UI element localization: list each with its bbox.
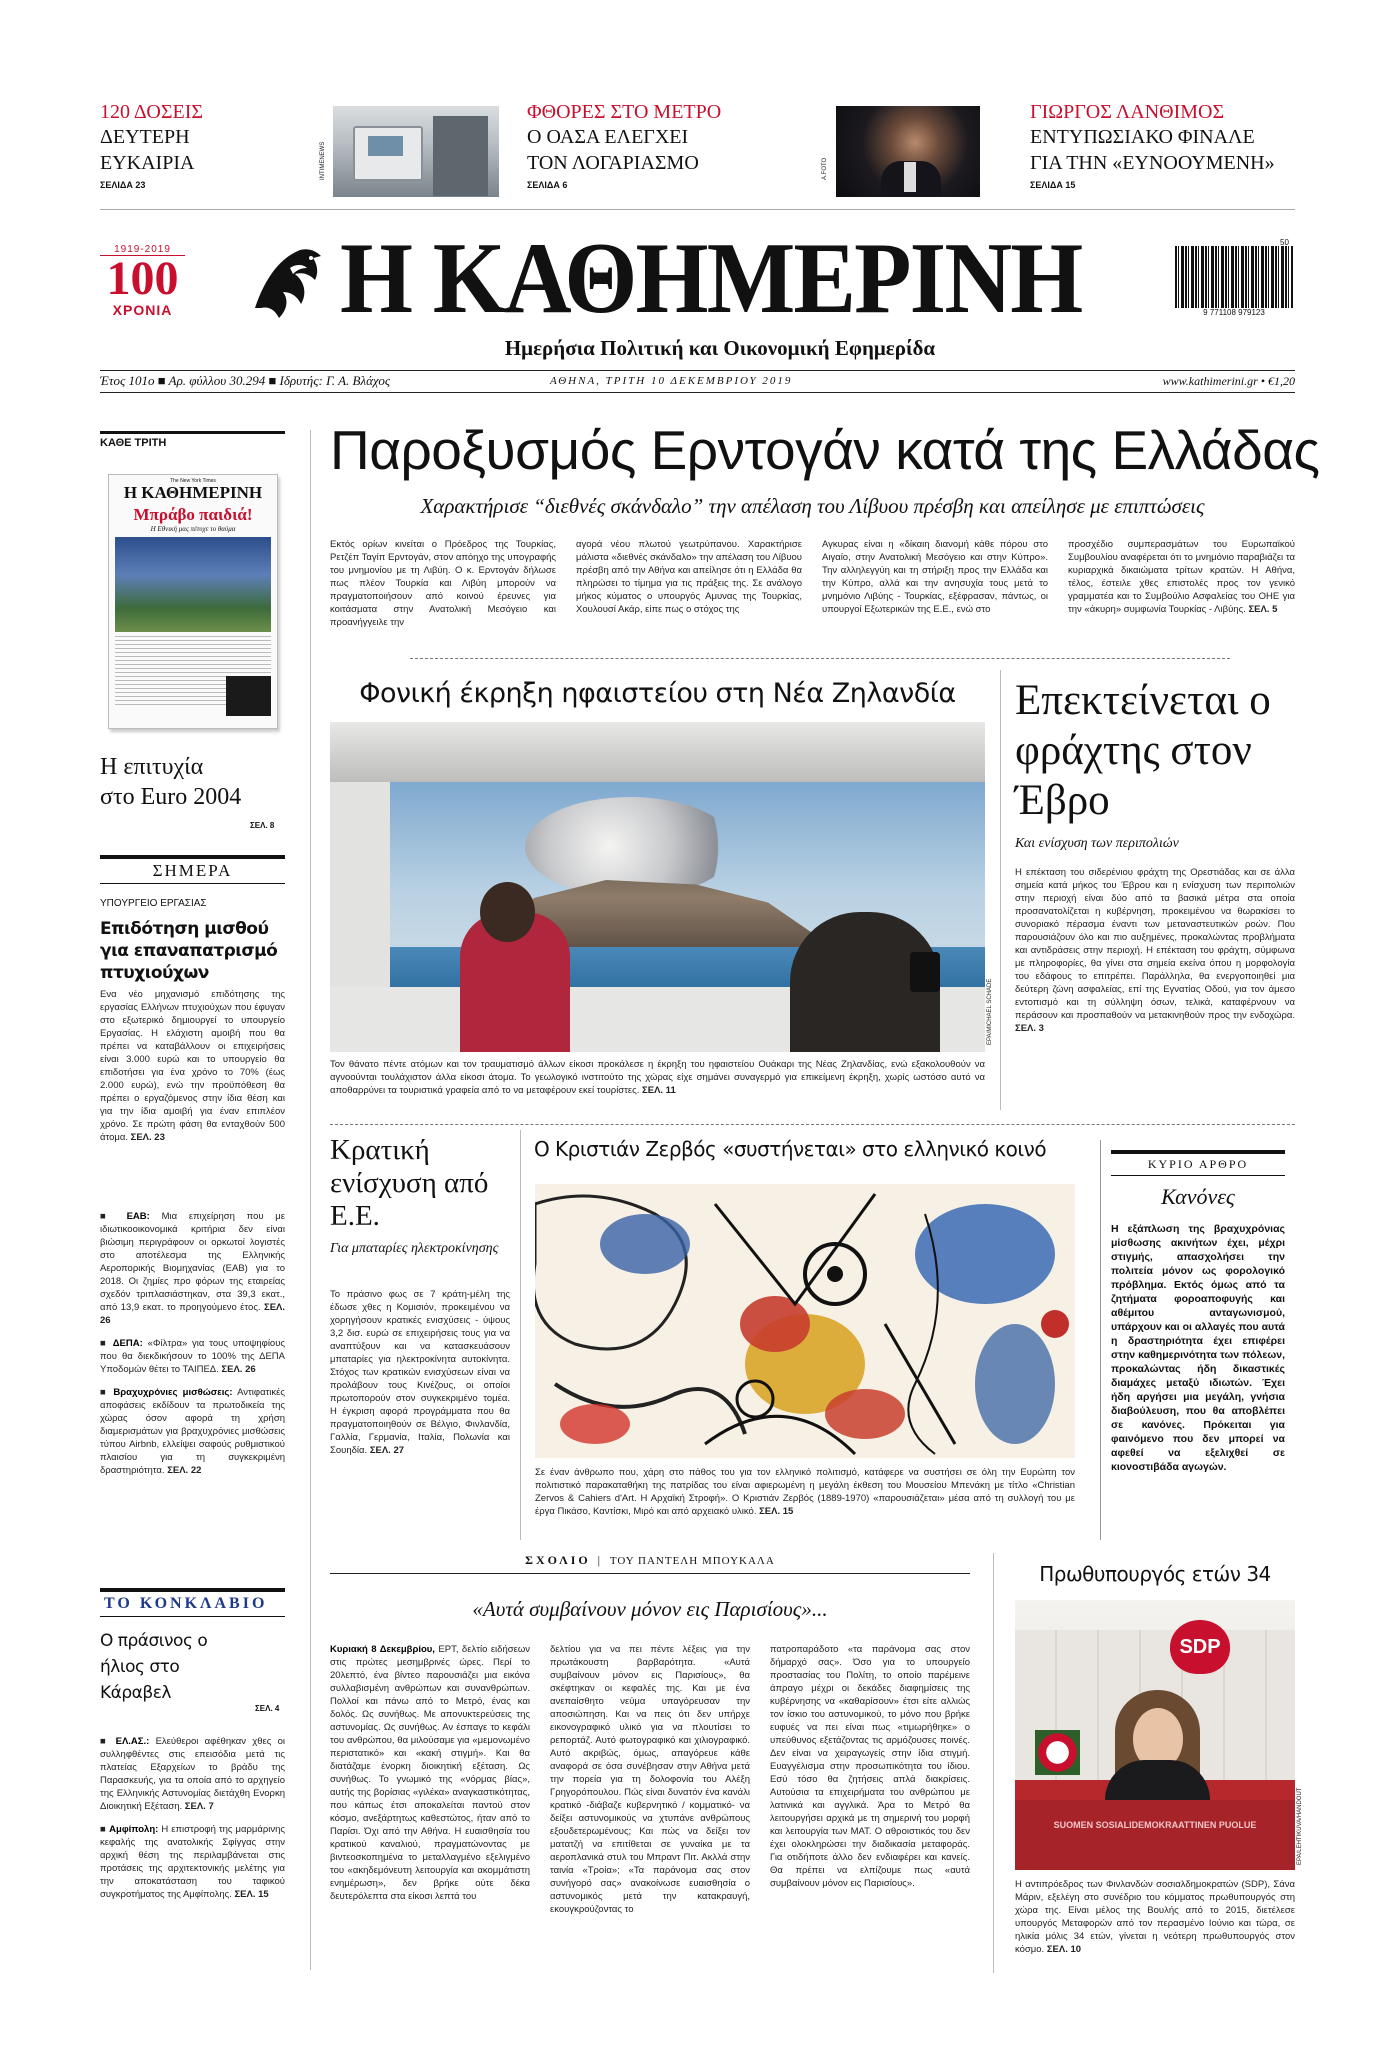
editorial-body: Η εξάπλωση της βραχυχρόνιας μίσθωσης ακινήτων έχει, μέχρι στιγμής, απασχολήσει την πολιτεία μόνον ως φορολογικό πρόβλημα. Εκτός όμως από τα ζητήματα φοροαποφυγής και αθέμιτου ανταγωνισμού, υπάρχουν και οι αλλαγές που αυτά η δραστηριότητα έχει επιφέρει στην καθημερινότητα των πόλεων, προκαλώντας ήδη δικαστικές διαμάχες μεταξύ ιδιωτών. Έχει ήδη αργήσει μια μεγάλη, γνήσια διαβούλευση, που θα αποβλέπει σε κανόνες. Πρόκειται για φαινόμενο που δεν μπορεί να αφεθεί να εξελιχθεί σε κιονοστιβάδα αγωγών.	[1111, 1223, 1285, 1473]
scholio-col: δελτίου για να πει πέντε λέξεις για την πρωτάκουστη βαρβαρότητα. «Αυτά συμβαίνουν μόνον εις Παρισίους», θα σκέφτηκαν οι κεφαλές της. Και με ένα ανεπαίσθητο νεύμα υπαγόρευσαν την αποσιώπηση. Και να πεις ότι δεν υπήρχε εικονογραφικό υλικό για να πλουτίσει το ρεπορτάζ. Αυτό φωτογραφικό και χιλιογραφικό. Αυτό ακριβώς, όμως, απαγόρευε κάθε αναφορά σε όσα συνέβησαν στην Αθήνα μετά την πορεία για τη δολοφονία του Αλέξη Γρηγορόπουλου. Πώς είναι δυνατόν ένα κανάλι κρατικό -διάβαζε κυβερνητικό / κομματικό- να δείξει αστυνομικούς να χτυπάνε ανθρώπους εξουδετερωμένους; Και πώς να δείξει τον ματατζή να επιτίθεται σε γυναίκα με τα αεροπλανικά στυλ του Μπραντ Πιτ. Ακλλά στην ταινία «Τροία»; «Τα παράνομα σας στον συνήγορό σας» ανακοίνωσε ευαισθησία ο αστυνομικός μετά την κατακραυγή, εκουγκρούζοντας το	[550, 1644, 750, 1915]
konklavio-label: ΤΟ ΚΟΝΚΛΑΒΙΟ	[100, 1588, 285, 1617]
sidebar-briefs	[100, 1210, 285, 1550]
griffin-logo-icon	[245, 238, 335, 328]
pm-headline[interactable]: Πρωθυπουργός ετών 34	[1039, 1562, 1271, 1586]
photo-credit: EPA/MICHAEL SCHADE	[987, 978, 993, 1045]
brief-text: Ελεύθεροι αφέθηκαν χθες οι συλληφθέντες στις επεισόδια μετά τις πλατείας Εξαρχείων το βράδυ της Παρασκευής, για τα οποία από το αρχηγείο της Ελληνικής Αστυνομίας διετάχθη Ενορκη Διοικητική Εξέταση.	[100, 1736, 285, 1812]
konklavio-ref: ΣΕΛ. 4	[255, 1704, 280, 1713]
sidebar-story-title[interactable]: Επιδότηση μισθού για επαναπατρισμό πτυχιούχων	[100, 919, 278, 983]
barcode	[1175, 246, 1293, 308]
page-ref: ΣΕΛ. 27	[369, 1445, 405, 1456]
lead-col: προσχέδιο συμπερασμάτων του Ευρωπαϊκού Συμβουλίου αναφέρεται ότι το μνημόνιο παραβιάζει τα κυριαρχικά δικαιώματα τρίτων κρατών. Η Αθήνα, τέλος, έστειλε χθες επιστολές προς τον γενικό γραμματέα και το Συμβούλιο Ασφαλείας του ΟΗΕ για την «άκυρη» συμφωνία Τουρκίας - Λιβύης.	[1068, 539, 1295, 615]
volcano-caption	[330, 1058, 985, 1100]
mini-ad	[226, 676, 271, 716]
fence-subheadline: Και ενίσχυση των περιπολιών	[1015, 836, 1179, 851]
caption-text: Σε έναν άνθρωπο που, χάρη στο πάθος του για τον ελληνικό πολιτισμό, κατάφερε να συστήσει σε όλη την Ευρώπη τον πολιτιστικό παρακαταθήκη της πατρίδας του είναι αφιερωμένη η μεγάλη έκθεση του Μουσείου Μπενάκη με τίτλο «Christian Zervos & Cahiers d'Art. Η Αρχαϊκή Στροφή». Ο Κριστιάν Ζερβός (1889-1970) «παρουσιάζεται» μέσα από τη συλλογή του με έργα Πικάσο, Καντίσκι, Μιρό και από αρχειακό υλικό.	[535, 1467, 1075, 1517]
editorial-label: ΚΥΡΙΟ ΑΡΘΡΟ	[1111, 1150, 1285, 1176]
divider	[100, 392, 1295, 393]
teaser-line: ΓΙΑ ΤΗΝ «ΕΥΝΟΟΥΜΕΝΗ»	[1030, 152, 1275, 174]
euro-title-line: Η επιτυχία	[100, 754, 204, 780]
brief[interactable]: ■ Αμφίπολη: Η επιστροφή της μαρμάρινης κεφαλής της ανατολικής Σφίγγας στην αρχική θέση της περιλαμβάνεται στις προτάσεις της αρχιτεκτονικής μελέτης για την αποκατάσταση του ταφικού συγκροτήματος της Αμφίπολης. ΣΕΛ. 15	[100, 1824, 285, 1900]
brief-title: ΕΑΒ:	[126, 1211, 150, 1222]
brief-title: ΔΕΠΑ:	[112, 1338, 143, 1349]
mini-headline: Μπράβο παιδιά!	[133, 505, 253, 524]
caption-text: Η αντιπρόεδρος των Φινλανδών σοσιαλδημοκρατών (SDP), Σάνα Μάριν, εξελέγη στο συνέδριο του κόμματος πρωθυπουργός στη χώρα της. Είναι μέλος της Βουλής από το 2015, διετέλεσε υπουργός Μεταφορών από τον περασμένο Ιούνιο και τώρα, σε ηλικία μόλις 34 ετών, γίνεται η νεότερη πρωθυπουργός στον κόσμο.	[1015, 1879, 1295, 1955]
lead-col-last	[1068, 538, 1295, 642]
divider	[100, 370, 1295, 371]
centenary-badge	[100, 244, 185, 324]
barcode-number: 9 771108 979123	[1203, 308, 1265, 317]
euro-ref: ΣΕΛ. 8	[250, 821, 275, 830]
page-ref: ΣΕΛ. 5	[1248, 604, 1278, 615]
volcano-headline[interactable]: Φονική έκρηξη ηφαιστείου στη Νέα Ζηλανδία	[359, 678, 956, 709]
divider	[330, 1124, 1295, 1125]
mini-nyt: The New York Times	[170, 478, 216, 484]
scholio-col: ΕΡΤ, δελτίο ειδήσεων στις πρώτες μεσημβρινές ώρες. Περί το 20λεπτό, ένα βίντεο παρουσιάζει μια εικόνα συλλαβισμένη ανθρώπων και συνανθρώπων. Πολλοί και πάνω από το Μετρό, ένας και δολός. Ως συνήθως. Με απονυκτερεύσεις της αστυνομίας. Ως συνήθως. Αν έσπαγε το κεφάλι του ανθρώπου, θα μιλούσαμε για «μεμονωμένο περιστατικό» και «κακή στιγμή». Και θα διατάζαμε ένορκη διοικητική εξέταση. Ως συνήθως. Το γνωμικό της «νόρμας βίας», αυτής της βορίσιας «γιλέκα» αναγκαστικότητας, που κάπως έτσι αποκαλείται παντού στον κόσμο, ανεξάρτητως καθεστώτος, ήταν από το Παρίσι. Όχι από την Αθήνα. Η ευαισθησία του κρατικού καναλιού, πραγματώνοντας με βιντεοσκοπημένα το μεταλλαγμένο εξελιγμένο του «ακηδεμόνευτη λειτουργία και ακομμάτιστη ενημέρωση», δεν βρήκε ούτε δέκα δευτερόλεπτα στα είκοσι λεπτά του	[330, 1644, 530, 1902]
lead-col: Αγκυρας είναι η «δίκαιη διανομή κάθε πόρου στο Αιγαίο, στην Ανατολική Μεσόγειο και στην Κύπρο». Την αλληλεγγύη και τη στήριξη προς την Ελλάδα και την Κύπρο, αλλά και την ανησυχία τους μετά το μνημόνιο Λιβύης - Τουρκίας, εξέφρασαν, πάντως, οι υπουργοί Εξωτερικών της Ε.Ε., ενώ στο	[822, 539, 1048, 615]
battery-body	[330, 1288, 510, 1538]
teaser-page: ΣΕΛΙΔΑ 23	[100, 180, 146, 190]
teaser-2[interactable]	[527, 100, 797, 198]
lead-col: Εκτός ορίων κινείται ο Πρόεδρος της Τουρκίας, Ρετζέπ Ταγίπ Ερντογάν, στον απόηχο της υπογραφής του μνημονίου με τη Λιβύη. Ο κ. Ερντογάν δήλωσε πως πλέον Τουρκία και Λιβύη μπορούν να πραγματοποιήσουν από κοινού έρευνες για κοιτάσματα στην Ανατολική Μεσόγειο και προανήγγειλε την	[330, 539, 556, 628]
mini-sub: Η Εθνική μας πέτυχε το θαύμα	[150, 525, 236, 533]
divider	[410, 658, 1230, 659]
scholio-lead: Κυριακή 8 Δεκεμβρίου,	[330, 1644, 435, 1655]
teaser-kicker: 120 ΔΟΣΕΙΣ	[100, 101, 203, 123]
kathe-triti-label: ΚΑΘΕ ΤΡΙΤΗ	[100, 431, 285, 449]
fence-text: Η επέκταση του σιδερένιου φράχτη της Ορεστιάδας και σε άλλα σημεία κατά μήκος του Έβρου και η ενίσχυση των περιπολιών στην περιοχή είναι δύο από τα βασικά μέτρα στα οποία προσανατολίζεται η κυβέρνηση, προκειμένου να θωρακίσει το συνοριακό πέρασμα έναντι των μεταναστευτικών ροών. Που παρουσιάζουν όλο και πιο αυξημένες, προκαλώντας προβλήματα και αντιδράσεις στην περιοχή. Η επέκταση του φράχτη, σύμφωνα με πληροφορίες, θα γίνει στα σημεία εκείνα όπου η μορφολογία του εδάφους το επιτρέπει. Παράλληλα, θα ενεργοποιηθεί μια δεύτερη ζώνη ασφαλείας, επί της Εγνατίας Οδού, για τον άμεσο εντοπισμό και τη σύλληψη όσων, τελικά, καταφέρνουν να περάσουν και προσπαθούν να μετακινηθούν προς την ενδοχώρα.	[1015, 867, 1295, 1021]
brief[interactable]: ■ ΔΕΠΑ: «Φίλτρα» για τους υποψηφίους που θα διεκδικήσουν το 100% της ΔΕΠΑ Υποδομών θέτει το ΤΑΙΠΕΔ. ΣΕΛ. 26	[100, 1338, 285, 1375]
brief-text: Η επιστροφή της μαρμάρινης κεφαλής της ανατολικής Σφίγγας στην αρχική θέση της περιλαμβάνεται στις προτάσεις της αρχιτεκτονικής μελέτης για την αποκατάσταση του ταφικού συγκροτήματος της Αμφίπολης.	[100, 1824, 285, 1900]
brief-title: ΕΛ.ΑΣ.:	[115, 1736, 150, 1747]
fence-headline[interactable]: Επεκτείνεται ο φράχτης στον Έβρο	[1015, 677, 1271, 824]
page-ref: ΣΕΛ. 15	[759, 1506, 794, 1517]
scholio-author: ΤΟΥ ΠΑΝΤΕΛΗ ΜΠΟΥΚΑΛΑ	[609, 1555, 775, 1567]
column-rule	[1000, 670, 1001, 1110]
teaser-1[interactable]	[100, 100, 300, 198]
brief-title: Βραχυχρόνιες μισθώσεις:	[113, 1387, 233, 1398]
mini-photo	[115, 537, 271, 632]
divider	[100, 209, 1295, 210]
page-ref: ΣΕΛ. 7	[184, 1801, 214, 1812]
teaser-line: Ο ΟΑΣΑ ΕΛΕΓΧΕΙ	[527, 126, 689, 148]
battery-headline[interactable]: Κρατική ενίσχυση από Ε.Ε.	[330, 1134, 489, 1232]
lead-col: αγορά νέου πλωτού γεωτρύπανου. Χαρακτήρισε μάλιστα «διεθνές σκάνδαλο» την απέλαση του Λίβυου πρέσβη από την Αθήνα και απείλησε ότι η Ελλάδα θα πληρώσει το τίμημα για τις πράξεις της. Σε ανάλογο μήκος κύματος ο υπουργός Αμυνας της Τουρκίας, Χουλουσί Ακάρ, είπε πως ο στόχος της	[576, 539, 802, 615]
photo-credit: INTIMENEWS	[320, 141, 326, 180]
masthead-title: Η ΚΑΘΗΜΕΡΙΝΗ	[340, 222, 1082, 335]
photo-credit: A.FOTO	[822, 157, 828, 180]
page-ref: ΣΕΛ. 26	[221, 1364, 256, 1375]
konklavio-title[interactable]: Ο πράσινος ο ήλιος στο Κάραβελ	[100, 1631, 208, 1703]
column-rule	[993, 1553, 994, 1973]
page-ref: ΣΕΛ. 10	[1046, 1944, 1082, 1955]
brief-text: «Φίλτρα» για τους υποψηφίους που θα διεκδικήσουν το 100% της ΔΕΠΑ Υποδομών θέτει το ΤΑΙΠΕΔ.	[100, 1338, 285, 1375]
brief-text: Αντιφατικές αποφάσεις εκδίδουν τα πρωτοδικεία της χώρας όσον αφορά τη χρήση διαμερισμάτων για βραχυχρόνιες μισθώσεις τύπου Airbnb, ελλείψει σαφούς ρυθμιστικού πλαισίου για τη συγκεκριμένη δραστηριότητα.	[100, 1387, 285, 1476]
page-ref: ΣΕΛ. 15	[234, 1889, 269, 1900]
zervos-caption	[535, 1466, 1075, 1538]
info-left: Έτος 101ο ■ Αρ. φύλλου 30.294 ■ Ιδρυτής: Γ. Α. Βλάχος	[100, 373, 391, 388]
centenary-number: 100	[106, 252, 179, 305]
masthead-subtitle: Ημερήσια Πολιτική και Οικονομική Εφημερίδα	[504, 336, 936, 360]
pm-photo[interactable]	[1015, 1600, 1295, 1870]
page-ref: ΣΕΛ. 23	[130, 1132, 165, 1143]
euro-title-line: στο Euro 2004	[100, 784, 242, 810]
brief[interactable]: ■ ΕΑΒ: Μια επιχείρηση που με ιδιωτικοοικονομικά κριτήρια δεν είναι βιώσιμη περιγράφουν οι ορκωτοί λογιστές στο αποτέλεσμα της Ελληνικής Αεροπορικής Βιομηχανίας (ΕΑΒ) για το 2018. Οι ζημίες προ φόρων της εταιρείας σχεδόν τριπλασιάστηκαν, στα 39,3 εκατ., από 13,9 εκατ. το προηγούμενο έτος. ΣΕΛ. 26	[100, 1211, 285, 1326]
page-ref: ΣΕΛ. 11	[642, 1085, 676, 1096]
scholio-title[interactable]: «Αυτά συμβαίνουν μόνον εις Παρισίους»...	[472, 1597, 828, 1621]
photo-credit: EPA/LEHTIKUVA/HANDOUT	[1297, 1787, 1303, 1865]
sidebar-briefs-2	[100, 1735, 285, 1965]
teaser-kicker: ΓΙΩΡΓΟΣ ΛΑΝΘΙΜΟΣ	[1030, 101, 1225, 123]
simera-label: ΣΗΜΕΡΑ	[100, 855, 285, 884]
column-rule	[310, 430, 311, 1970]
caption-text: Τον θάνατο πέντε ατόμων και τον τραυματισμό άλλων είκοσι προκάλεσε η έκρηξη του ηφαιστείου Ουάκαρι της Νέας Ζηλανδίας, ενώ εξακολουθούν να αγνοούνται τουλάχιστον άλλα είκοσι άτομα. Το γεωλογικό ινστιτούτο της χώρας είχε σημάνει συναγερμό για επικείμενη έκρηξη, χωρίς ωστόσο αυτό να αποθαρρύνει τα τουριστικά γραφεία από το να μεταφέρουν εκεί τουρίστες.	[330, 1059, 985, 1096]
scholio-col: πατροπαράδοτο «τα παράνομα σας στον δήμαρχό σας». Όσο για το υπουργείο προστασίας του Πολίτη, το οποίο παρέμεινε άπραγο μέχρι οι δεκάδες διαφημίσεις της κυβέρνησης να «καθαρίσουν» έτσι είτε αλλιώς τον ίσκιο του αστυνομικού, το μόνο που βρήκε ευφυές να πει είναι πως «τιμωρήθηκε» ο υπεύθυνος εξετάζοντας τις αρμόζουσες ποινές. Δεν είναι να χειραγωγείς στην ίδια στιγμή. Ευαγγέλισμα στην προσωπικότητα του ίδιου. Εσύ τόσο θα ζητήσεις απλά διακρίσεις. Αυτούσια τα επιχειρήματα του ανθρώπου με λατινικά και αγγλικά. Άρα το Μετρό θα λειτουργήσει αρχικά με τη σημερινή του μορφή και λειτουργία των ΜΑΤ. Ο αθροιστικός του δεν έχει ολοκληρώσει την διαδικασία μεταφοράς. Για οτιδήποτε άλλο δεν ενδιαφέρει και κανείς. Θα πρέπει να ελπίζουμε πως «αυτά συμβαίνουν μόνον εις Παρισίους».	[770, 1644, 970, 1889]
scholio-header	[330, 1553, 970, 1568]
info-date: ΑΘΗΝΑ, ΤΡΙΤΗ 10 ΔΕΚΕΜΒΡΙΟΥ 2019	[550, 375, 793, 387]
lead-headline[interactable]: Παροξυσμός Ερντογάν κατά της Ελλάδας	[330, 419, 1320, 481]
brief-text: Μια επιχείρηση που με ιδιωτικοοικονομικά κριτήρια δεν είναι βιώσιμη περιγράφουν οι ορκωτοί λογιστές στο αποτέλεσμα της Ελληνικής Αεροπορικής Βιομηχανίας (ΕΑΒ) για το 2018. Οι ζημίες προ φόρων της εταιρείας σχεδόν τριπλασιάστηκαν, στα 39,3 εκατ., από 13,9 εκατ. το προηγούμενο έτος.	[100, 1211, 285, 1313]
fence-body	[1015, 866, 1295, 1101]
euro-title[interactable]	[100, 752, 285, 812]
pm-caption	[1015, 1878, 1295, 1968]
pm-sdp-logo: SDP	[1170, 1620, 1230, 1674]
mini-title: Η ΚΑΘΗΜΕΡΙΝΗ	[123, 483, 263, 502]
volcano-photo[interactable]	[330, 722, 985, 1052]
pm-banner: SUOMEN SOSIALIDEMOKRAATTINEN PUOLUE	[1053, 1820, 1257, 1830]
scholio-label: ΣΧΟΛΙΟ	[525, 1553, 591, 1567]
teaser-kicker: ΦΘΟΡΕΣ ΣΤΟ ΜΕΤΡΟ	[527, 101, 722, 123]
battery-text: Το πράσινο φως σε 7 κράτη-μέλη της έδωσε χθες η Κομισιόν, προκειμένου να χορηγήσουν κρατικές ενισχύσεις - ύψους 3,2 δισ. ευρώ σε επιχειρήσεις τους για να αναπτύξουν και να κατασκευάσουν μπαταρίες για ηλεκτροκίνητα αυτοκίνητα. Στόχος των κρατικών ενισχύσεων είναι να προλάβουν τους Κινέζους, οι οποίοι πρωτοπορούν στον συγκεκριμένο τομέα. Η έγκριση αφορά προγράμματα που θα πραγματοποιηθούν σε Βέλγιο, Φινλανδία, Γαλλία, Γερμανία, Ιταλία, Πολωνία και Σουηδία.	[330, 1289, 510, 1456]
centenary-years: 1919-2019	[100, 244, 185, 256]
teaser-3[interactable]	[1030, 100, 1330, 198]
scholio-separator: |	[597, 1553, 603, 1567]
teaser-3-photo[interactable]	[836, 106, 980, 197]
teaser-page: ΣΕΛΙΔΑ 6	[527, 180, 568, 190]
teaser-line: ΔΕΥΤΕΡΗ	[100, 126, 190, 148]
column-rule	[520, 1130, 521, 1540]
barcode-issue: 50	[1280, 238, 1289, 247]
teaser-2-photo[interactable]	[333, 106, 499, 197]
info-right: www.kathimerini.gr • €1,20	[1162, 374, 1295, 388]
ministry-label: ΥΠΟΥΡΓΕΙΟ ΕΡΓΑΣΙΑΣ	[100, 898, 207, 909]
brief[interactable]: ■ Βραχυχρόνιες μισθώσεις: Αντιφατικές αποφάσεις εκδίδουν τα πρωτοδικεία της χώρας όσον αφορά τη χρήση διαμερισμάτων για βραχυχρόνιες μισθώσεις τύπου Airbnb, ελλείψει σαφούς ρυθμιστικού πλαισίου για τη συγκεκριμένη δραστηριότητα. ΣΕΛ. 22	[100, 1387, 285, 1476]
scholio-col-first	[330, 1643, 530, 1973]
brief-title: Αμφίπολη:	[109, 1824, 159, 1835]
page-ref: ΣΕΛ. 3	[1015, 1023, 1044, 1034]
zervos-headline[interactable]: Ο Κριστιάν Ζερβός «συστήνεται» στο ελληνικό κοινό	[533, 1137, 1047, 1161]
brief[interactable]: ■ ΕΛ.ΑΣ.: Ελεύθεροι αφέθηκαν χθες οι συλληφθέντες στις επεισόδια μετά τις πλατείας Εξαρχείων το βράδυ της Παρασκευής, για τα οποία από το αρχηγείο της Ελληνικής Αστυνομίας διετάχθη Ενορκη Διοικητική Εξέταση. ΣΕΛ. 7	[100, 1736, 285, 1812]
page-ref: ΣΕΛ. 22	[167, 1465, 202, 1476]
editorial-title[interactable]: Κανόνες	[1161, 1184, 1235, 1209]
centenary-label: ΧΡΟΝΙΑ	[112, 302, 173, 318]
sidebar-story-body	[100, 988, 285, 1193]
divider	[330, 1573, 970, 1574]
page-ref: ΣΕΛ. 26	[100, 1302, 285, 1326]
teaser-line: ΤΟΝ ΛΟΓΑΡΙΑΣΜΟ	[527, 152, 699, 174]
zervos-artwork[interactable]	[535, 1184, 1075, 1458]
mini-frontpage[interactable]	[108, 474, 278, 729]
teaser-page: ΣΕΛΙΔΑ 15	[1030, 180, 1076, 190]
editorial-box	[1100, 1140, 1295, 1540]
teaser-line: ΕΝΤΥΠΩΣΙΑΚΟ ΦΙΝΑΛΕ	[1030, 126, 1255, 148]
sidebar-story-text: Ενα νέο μηχανισμό επιδότησης της εργασίας Ελλήνων πτυχιούχων που έφυγαν στο εξωτερικό δημιουργεί το υπουργείο Εργασίας. Η ελάχιστη αμοιβή που θα πρέπει να καταβάλλουν οι επιχειρήσεις είναι 3.000 ευρώ και το υπουργείο θα επιδοτήσει για ένα χρόνο το 70% (έως 2.000 ευρώ), ενώ την προϋπόθεση θα πρέπει ο εργαζόμενος στην ίδια θέση και για την ίδια αμοιβή για έναν επιπλέον χρόνο. Σε πρώτη φάση θα ενταχθούν 500 άτομα.	[100, 989, 285, 1143]
battery-subheadline: Για μπαταρίες ηλεκτροκίνησης	[330, 1241, 499, 1256]
lead-subheadline: Χαρακτήρισε “διεθνές σκάνδαλο” την απέλαση του Λίβυου πρέσβη και απείλησε με επιπτώσεις	[420, 494, 1205, 518]
teaser-line: ΕΥΚΑΙΡΙΑ	[100, 152, 195, 174]
